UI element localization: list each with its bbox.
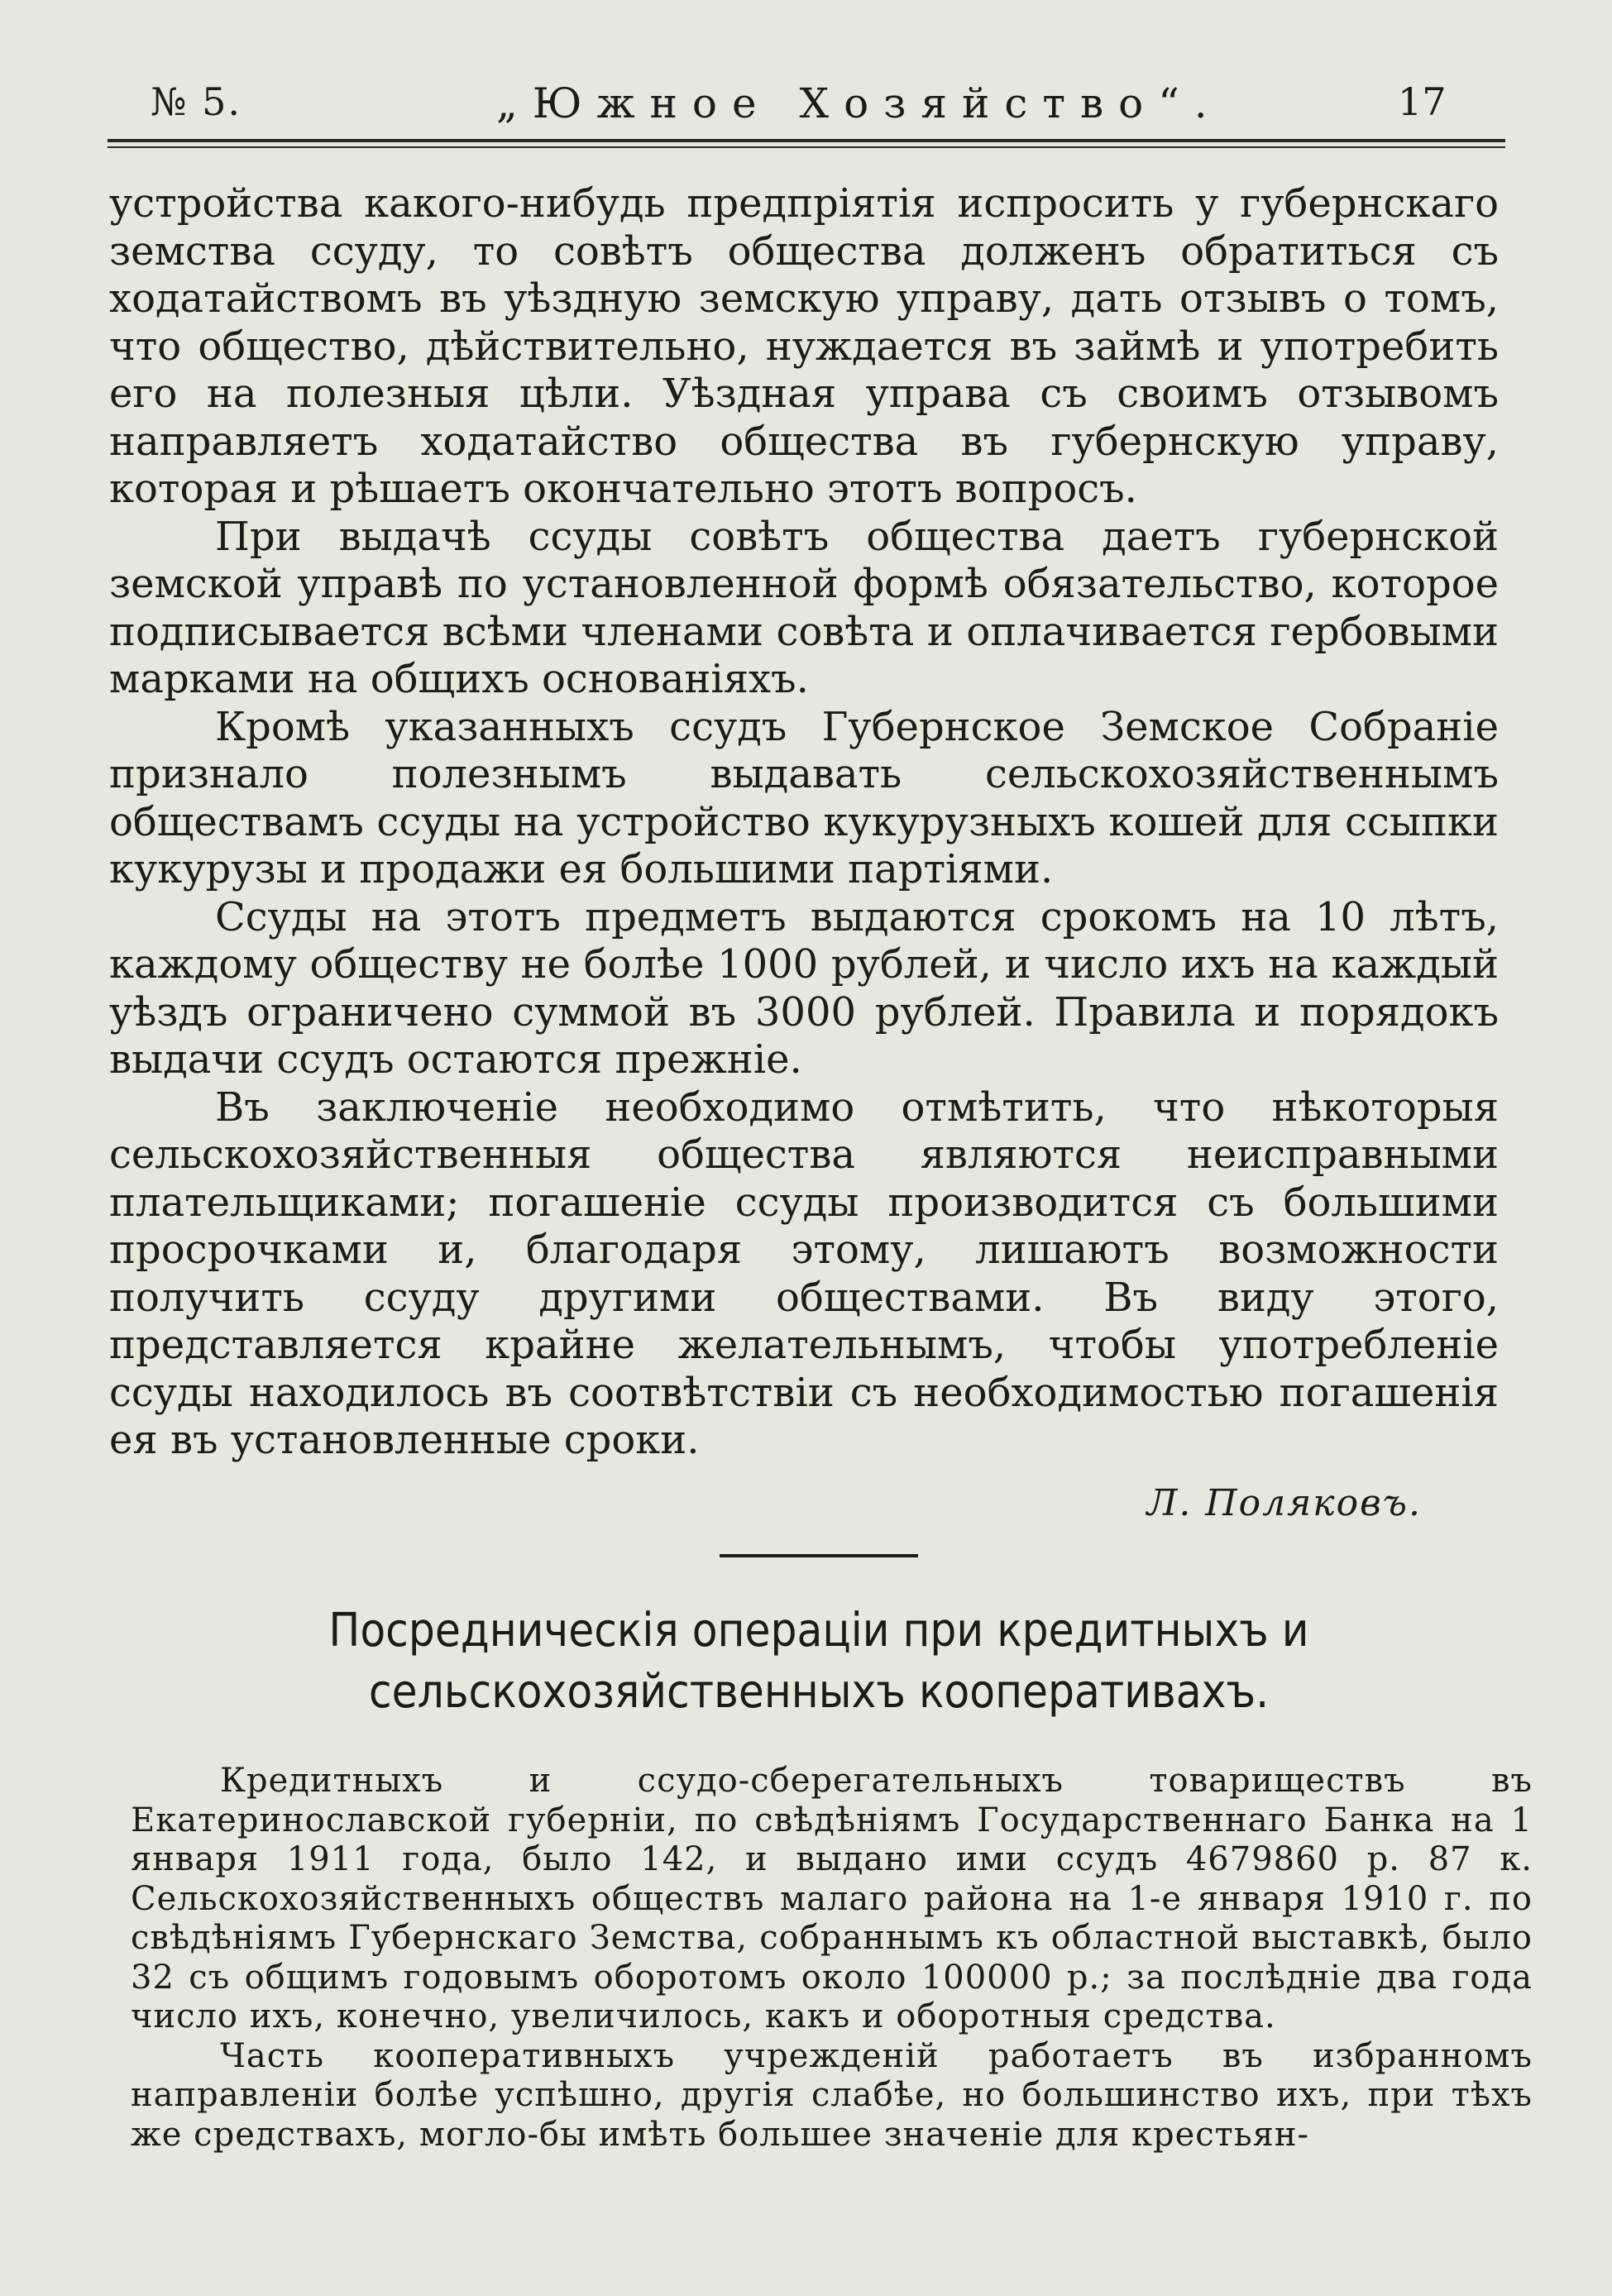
page-header bbox=[108, 79, 1497, 137]
paragraph: устройства какого-нибудь предпріятія испросить у губернскаго земства ссуду, то совѣтъ общества долженъ обратиться съ ходатайствомъ въ уѣздную земскую управу, дать отзывъ о томъ, что общество, дѣйствительно, нуждается въ займѣ и употребить его на полезныя цѣли. Уѣздная управа съ своимъ отзывомъ направляетъ ходатайство общества въ губернскую управу, которая и рѣшаетъ окончательно этотъ вопросъ. bbox=[109, 180, 1499, 512]
page-number: 17 bbox=[1398, 79, 1447, 124]
paragraph: Кромѣ указанныхъ ссудъ Губернское Земское Собраніе признало полезнымъ выдавать сельскохозяйственнымъ обществамъ ссуды на устройство кукурузныхъ кошей для ссыпки кукурузы и продажи ея большими партіями. bbox=[109, 703, 1499, 892]
article-heading: Посредническія операціи при кредитныхъ и сельскохозяйственныхъ кооперативахъ. bbox=[328, 1604, 1309, 1719]
paragraph: При выдачѣ ссуды совѣтъ общества даетъ губернской земской управѣ по установленной формѣ обязательство, которое подписывается всѣми членами совѣта и оплачивается гербовыми марками на общихъ основаніяхъ. bbox=[109, 513, 1499, 702]
section-divider bbox=[720, 1554, 918, 1557]
header-rule-thick bbox=[108, 139, 1505, 142]
paragraph: Кредитныхъ и ссудо-сберегательныхъ товариществъ въ Екатеринославской губерніи, по свѣдѣніямъ Государственнаго Банка на 1 января 1911 года, было 142, и выдано ими ссудъ 4679860 р. 87 к. Сельскохозяйственныхъ обществъ малаго района на 1-е января 1910 г. по свѣдѣніямъ Губернскаго Земства, собраннымъ къ областной выставкѣ, было 32 съ общимъ годовымъ оборотомъ около 100000 р.; за послѣдніе два года число ихъ, конечно, увеличилось, какъ и оборотныя средства. bbox=[131, 1762, 1533, 2035]
article-loans bbox=[109, 180, 1499, 1465]
paragraph: Часть кооперативныхъ учрежденій работаетъ въ избранномъ направленіи болѣе успѣшно, другія слабѣе, но большинство ихъ, при тѣхъ же средствахъ, могло-бы имѣть большее значеніе для крестьян- bbox=[131, 2036, 1533, 2154]
paragraph: Въ заключеніе необходимо отмѣтить, что нѣкоторыя сельскохозяйственныя общества являются неисправными плательщиками; погашеніе ссуды производится съ большими просрочками и, благодаря этому, лишаютъ возможности получить ссуду другими обществами. Въ виду этого, представляется крайне желательнымъ, чтобы употребленіе ссуды находилось въ соотвѣтствіи съ необходимостью погашенія ея въ установленные сроки. bbox=[109, 1083, 1499, 1463]
author-signature: Л. Поляковъ. bbox=[1146, 1482, 1422, 1524]
header-rule-thin bbox=[108, 146, 1505, 148]
issue-number: № 5. bbox=[151, 79, 242, 124]
journal-title: „Южное Хозяйство“. bbox=[496, 79, 1222, 127]
paragraph: Ссуды на этотъ предметъ выдаются срокомъ на 10 лѣтъ, каждому обществу не болѣе 1000 рублей, и число ихъ на каждый уѣздъ ограничено суммой въ 3000 рублей. Правила и порядокъ выдачи ссудъ остаются прежніе. bbox=[109, 893, 1499, 1083]
article-cooperatives bbox=[131, 1762, 1533, 2155]
